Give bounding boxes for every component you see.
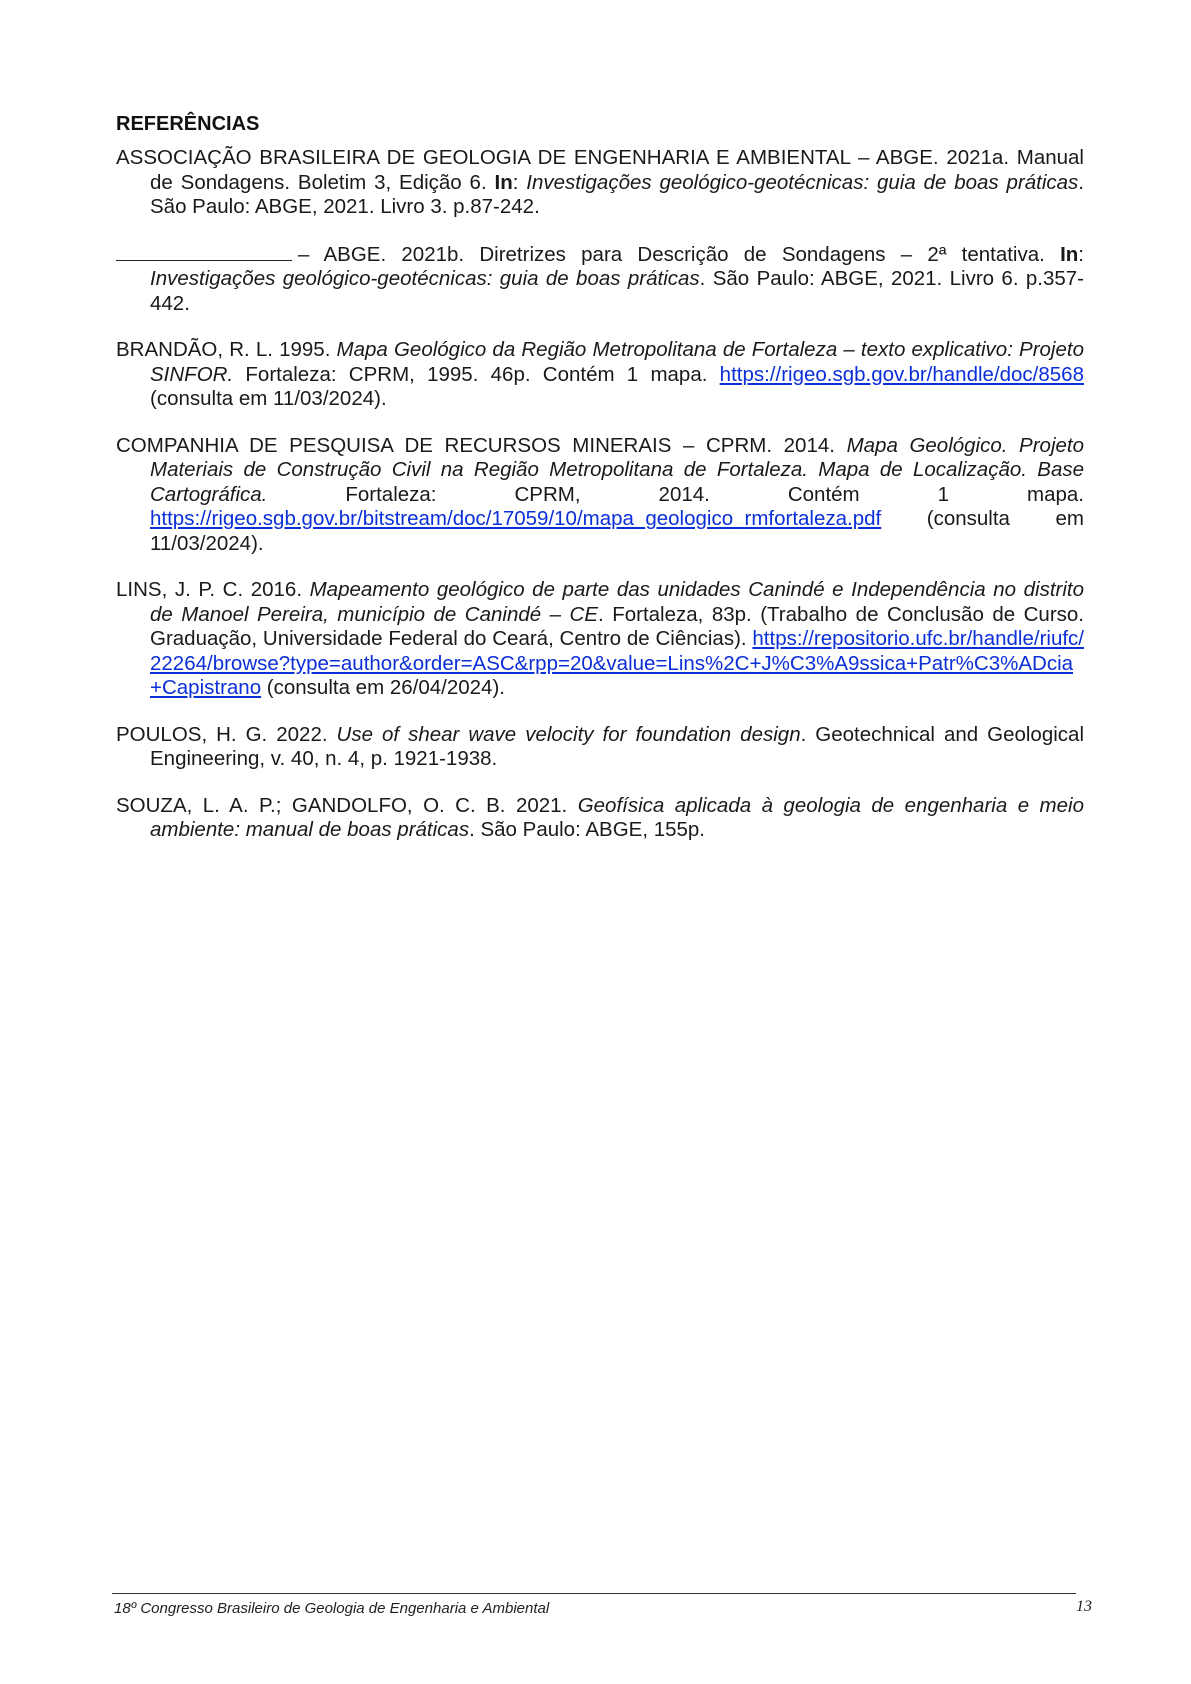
ref-title: Mapa Geológico da Região Metropolitana de Fortaleza – texto explicativo: Projeto SINFOR.	[150, 338, 1084, 386]
ref-details: . São Paulo: ABGE, 2021. Livro 3. p.87-242.	[150, 170, 1084, 218]
ref-link[interactable]: https://repositorio.ufc.br/handle/riufc/22264/browse?type=author&order=ASC&rpp=20&value=Lins%2C+J%C3%A9ssica+Patr%C3%ADcia+Capistrano	[150, 627, 1084, 699]
ref-colon: :	[512, 170, 527, 194]
ref-colon: :	[1078, 242, 1084, 266]
footer-divider	[112, 1593, 1076, 1594]
ref-title: Geofísica aplicada à geologia de engenharia e meio ambiente: manual de boas práticas	[150, 793, 1084, 841]
reference-souza-2021	[116, 794, 1084, 843]
ref-author: COMPANHIA DE PESQUISA DE RECURSOS MINERAIS – CPRM. 2014.	[116, 433, 847, 457]
ref-in: In	[1060, 242, 1079, 266]
reference-poulos-2022	[116, 723, 1084, 772]
ref-in: In	[494, 170, 513, 194]
ref-title: Investigações geológico-geotécnicas: guia de boas práticas	[526, 170, 1079, 194]
ref-title: Mapeamento geológico de parte das unidades Canindé e Independência no distrito de Manoel Pereira, município de Canindé – CE	[150, 578, 1084, 626]
ref-details: . São Paulo: ABGE, 155p.	[469, 818, 706, 841]
reference-abge-2021a	[116, 146, 1084, 220]
references-section	[116, 112, 1084, 865]
ref-link[interactable]: https://rigeo.sgb.gov.br/handle/doc/8568	[719, 362, 1084, 386]
page-number: 13	[1076, 1598, 1092, 1615]
ref-title: Use of shear wave velocity for foundation design	[336, 722, 801, 746]
ref-author: POULOS, H. G. 2022.	[116, 722, 337, 746]
ref-title: Investigações geológico-geotécnicas: guia de boas práticas	[150, 267, 700, 290]
ref-author: LINS, J. P. C. 2016.	[116, 578, 310, 601]
ref-details: . São Paulo: ABGE, 2021. Livro 6. p.357-442.	[150, 267, 1085, 315]
section-heading: REFERÊNCIAS	[116, 113, 260, 135]
reference-brandao-1995	[116, 338, 1084, 412]
ref-access-date: (consulta em 11/03/2024).	[150, 507, 1084, 555]
ref-author: ASSOCIAÇÃO BRASILEIRA DE GEOLOGIA DE ENGENHARIA E AMBIENTAL – ABGE. 2021a. Manual de Sondagens. Boletim 3, Edição 6.	[116, 146, 1084, 194]
footer-conference-name: 18º Congresso Brasileiro de Geologia de Engenharia e Ambiental	[114, 1600, 550, 1617]
ref-access-date: (consulta em 26/04/2024).	[261, 676, 505, 699]
reference-abge-2021b	[116, 242, 1084, 317]
ref-details: . Geotechnical and Geological Engineering, v. 40, n. 4, p. 1921-1938.	[150, 722, 1084, 770]
ref-author: BRANDÃO, R. L. 1995.	[116, 338, 337, 361]
ref-title: Mapa Geológico. Projeto Materiais de Construção Civil na Região Metropolitana de Fortaleza. Mapa de Localização. Base Cartográfica.	[150, 433, 1084, 506]
ref-details: Fortaleza: CPRM, 2014. Contém 1 mapa.	[267, 482, 1084, 506]
repeated-author-blank	[116, 242, 292, 261]
ref-details: Fortaleza: CPRM, 1995. 46p. Contém 1 mapa.	[233, 362, 720, 386]
ref-access-date: (consulta em 11/03/2024).	[150, 387, 387, 410]
reference-lins-2016	[116, 578, 1084, 701]
ref-author: SOUZA, L. A. P.; GANDOLFO, O. C. B. 2021.	[116, 793, 578, 817]
ref-author: – ABGE. 2021b. Diretrizes para Descrição de Sondagens – 2ª tentativa.	[298, 242, 1061, 266]
reference-cprm-2014	[116, 434, 1084, 557]
ref-link[interactable]: https://rigeo.sgb.gov.br/bitstream/doc/17059/10/mapa_geologico_rmfortaleza.pdf	[150, 507, 882, 530]
ref-details: . Fortaleza, 83p. (Trabalho de Conclusão de Curso. Graduação, Universidade Federal do Ceará, Centro de Ciências).	[150, 602, 1084, 650]
